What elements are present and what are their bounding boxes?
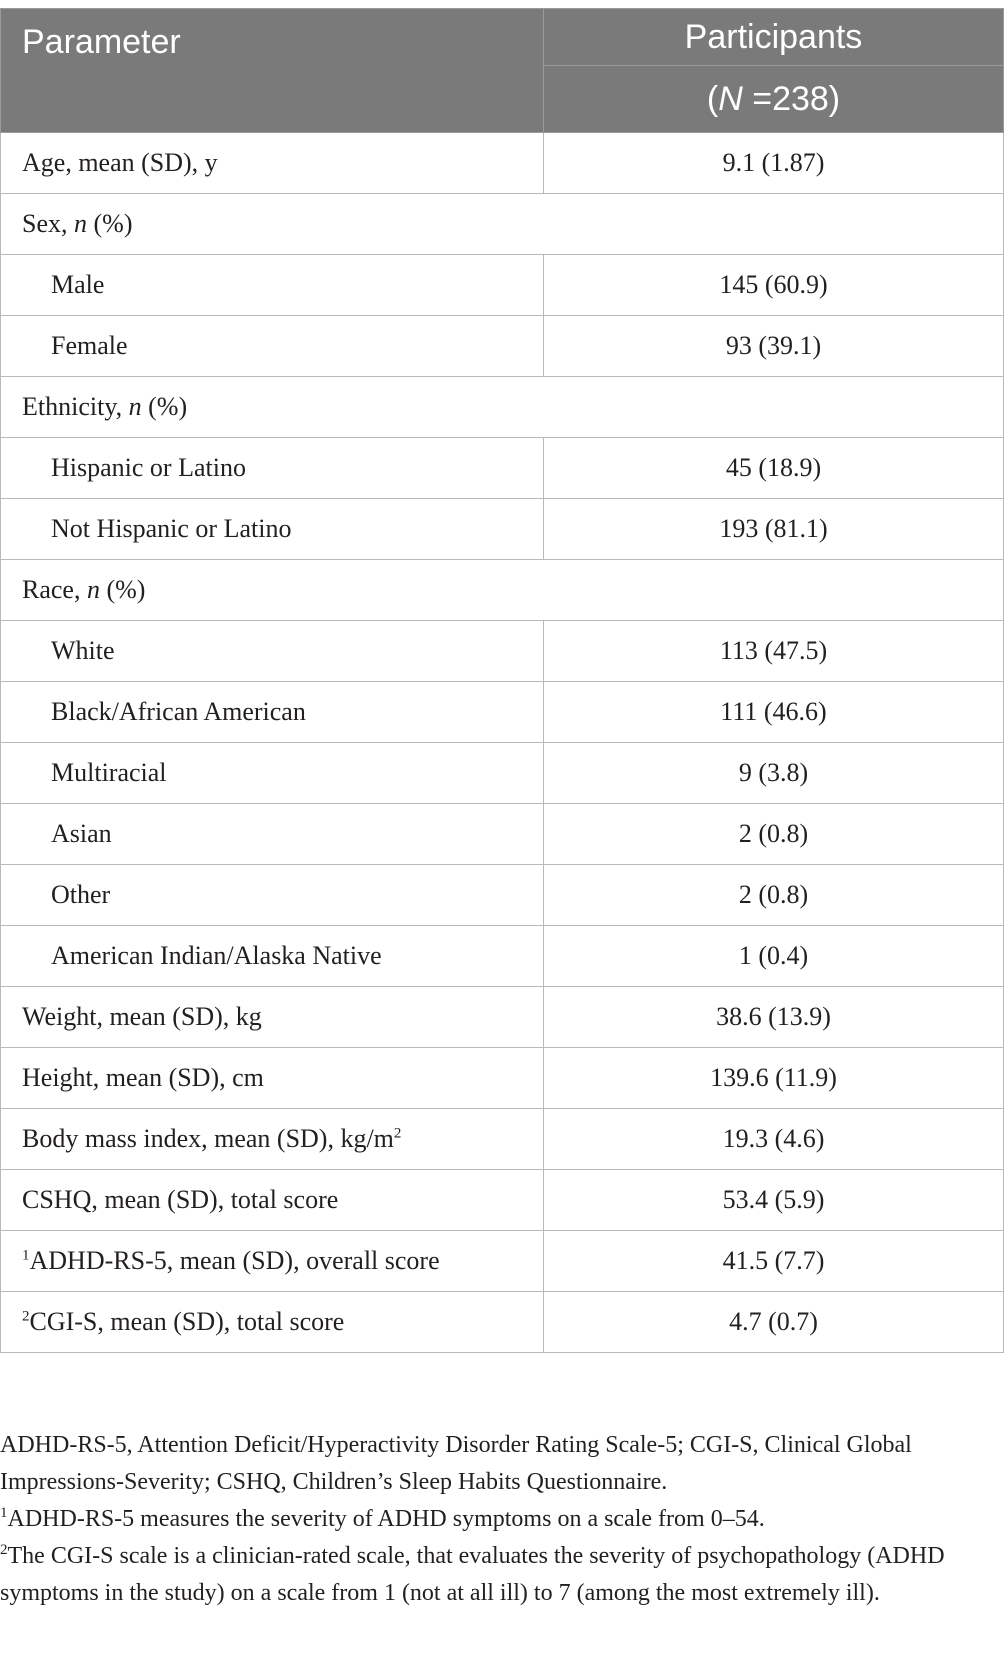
table-body — [1, 133, 1004, 1353]
row-label — [1, 255, 544, 316]
superscript: 2 — [393, 1125, 402, 1142]
table-row — [1, 1231, 1004, 1292]
footnote-marker: 2 — [22, 1308, 30, 1325]
table-row — [1, 926, 1004, 987]
row-value: 19.3 (4.6) — [544, 1109, 1004, 1170]
row-value: 45 (18.9) — [544, 438, 1004, 499]
row-label-text: Male — [51, 270, 105, 299]
row-label-text: Age, mean (SD), y — [22, 148, 218, 177]
demographics-table-container — [0, 8, 1003, 1353]
row-label — [1, 377, 544, 438]
row-value: 145 (60.9) — [544, 255, 1004, 316]
row-value — [544, 194, 1004, 255]
demographics-table — [0, 8, 1004, 1353]
row-label-suffix: (%) — [87, 209, 133, 238]
row-value: 9 (3.8) — [544, 743, 1004, 804]
footnote-marker: 1 — [0, 1505, 8, 1521]
row-label-suffix: (%) — [99, 575, 146, 604]
row-label — [1, 499, 544, 560]
row-label-text: Body mass index, mean (SD), kg/m — [22, 1124, 394, 1153]
footnote-marker: 2 — [0, 1542, 8, 1558]
row-label — [1, 316, 544, 377]
footnote-text: ADHD-RS-5 measures the severity of ADHD symptoms on a scale from 0–54. — [7, 1506, 765, 1532]
row-value: 93 (39.1) — [544, 316, 1004, 377]
table-row — [1, 987, 1004, 1048]
row-label — [1, 621, 544, 682]
row-value: 41.5 (7.7) — [544, 1231, 1004, 1292]
row-label — [1, 194, 544, 255]
row-value: 2 (0.8) — [544, 804, 1004, 865]
sample-size-header — [544, 66, 1004, 133]
row-label-italic: n — [86, 575, 100, 604]
row-label-text: Female — [51, 331, 128, 360]
row-value: 1 (0.4) — [544, 926, 1004, 987]
table-row — [1, 133, 1004, 194]
row-value: 193 (81.1) — [544, 499, 1004, 560]
row-label-text: Other — [51, 880, 111, 909]
table-row — [1, 682, 1004, 743]
table-row — [1, 499, 1004, 560]
row-label-text: White — [51, 636, 115, 665]
table-footnotes — [0, 1427, 1000, 1612]
row-label — [1, 560, 544, 621]
row-label-italic: n — [74, 209, 87, 238]
abbreviations-note: ADHD-RS-5, Attention Deficit/Hyperactivity Disorder Rating Scale-5; CGI-S, Clinical Global Impressions-Severity; CSHQ, Children’s Sleep Habits Questionnaire. — [0, 1432, 912, 1495]
table-row — [1, 438, 1004, 499]
row-label-text: ADHD-RS-5, mean (SD), overall score — [29, 1246, 440, 1275]
table-row — [1, 621, 1004, 682]
sample-size-value: =238) — [742, 79, 841, 118]
row-label-text: Black/African American — [51, 697, 306, 726]
table-row — [1, 865, 1004, 926]
row-label-text: Ethnicity, — [22, 392, 129, 421]
table-row — [1, 255, 1004, 316]
row-value — [544, 560, 1004, 621]
row-label-suffix: (%) — [141, 392, 188, 421]
row-label — [1, 1292, 544, 1353]
row-label-text: Asian — [51, 819, 112, 848]
row-value — [544, 377, 1004, 438]
row-label-text: Weight, mean (SD), kg — [22, 1002, 262, 1031]
row-value: 9.1 (1.87) — [544, 133, 1004, 194]
row-value: 111 (46.6) — [544, 682, 1004, 743]
sample-size-open: ( — [706, 79, 719, 118]
row-label — [1, 804, 544, 865]
row-label — [1, 987, 544, 1048]
row-value: 4.7 (0.7) — [544, 1292, 1004, 1353]
row-value: 113 (47.5) — [544, 621, 1004, 682]
row-label-italic: n — [128, 392, 142, 421]
participants-column-header: Participants — [544, 9, 1004, 66]
table-row — [1, 1170, 1004, 1231]
footnote-2 — [0, 1538, 1000, 1612]
table-row — [1, 804, 1004, 865]
row-label — [1, 743, 544, 804]
row-label-text: American Indian/Alaska Native — [51, 941, 382, 970]
row-label — [1, 438, 544, 499]
table-row — [1, 1048, 1004, 1109]
row-label-text: CSHQ, mean (SD), total score — [22, 1185, 339, 1214]
row-value: 139.6 (11.9) — [544, 1048, 1004, 1109]
parameter-column-header: Parameter — [1, 9, 544, 133]
row-value: 53.4 (5.9) — [544, 1170, 1004, 1231]
row-label — [1, 682, 544, 743]
row-label-text: CGI-S, mean (SD), total score — [29, 1307, 345, 1336]
row-label-text: Not Hispanic or Latino — [51, 514, 292, 543]
row-label-text: Multiracial — [51, 758, 167, 787]
row-value: 38.6 (13.9) — [544, 987, 1004, 1048]
table-row — [1, 194, 1004, 255]
footnote-1 — [0, 1501, 1000, 1538]
row-label-text: Sex, — [22, 209, 74, 238]
table-header — [1, 9, 1004, 133]
table-row — [1, 377, 1004, 438]
table-row — [1, 316, 1004, 377]
row-label-text: Height, mean (SD), cm — [22, 1063, 264, 1092]
footnote-text: The CGI-S scale is a clinician-rated scale, that evaluates the severity of psychopathology (ADHD symptoms in the study) on a scale from 1 (not at all ill) to 7 (among the most extremely ill). — [0, 1543, 945, 1606]
row-label — [1, 865, 544, 926]
footnote-marker: 1 — [22, 1247, 30, 1264]
row-label — [1, 133, 544, 194]
row-label — [1, 926, 544, 987]
row-label — [1, 1109, 544, 1170]
row-label — [1, 1231, 544, 1292]
row-value: 2 (0.8) — [544, 865, 1004, 926]
row-label-text: Hispanic or Latino — [51, 453, 246, 482]
row-label — [1, 1048, 544, 1109]
row-label — [1, 1170, 544, 1231]
sample-size-symbol: N — [718, 79, 743, 118]
table-row — [1, 1109, 1004, 1170]
row-label-text: Race, — [22, 575, 87, 604]
table-row — [1, 1292, 1004, 1353]
table-row — [1, 743, 1004, 804]
table-row — [1, 560, 1004, 621]
